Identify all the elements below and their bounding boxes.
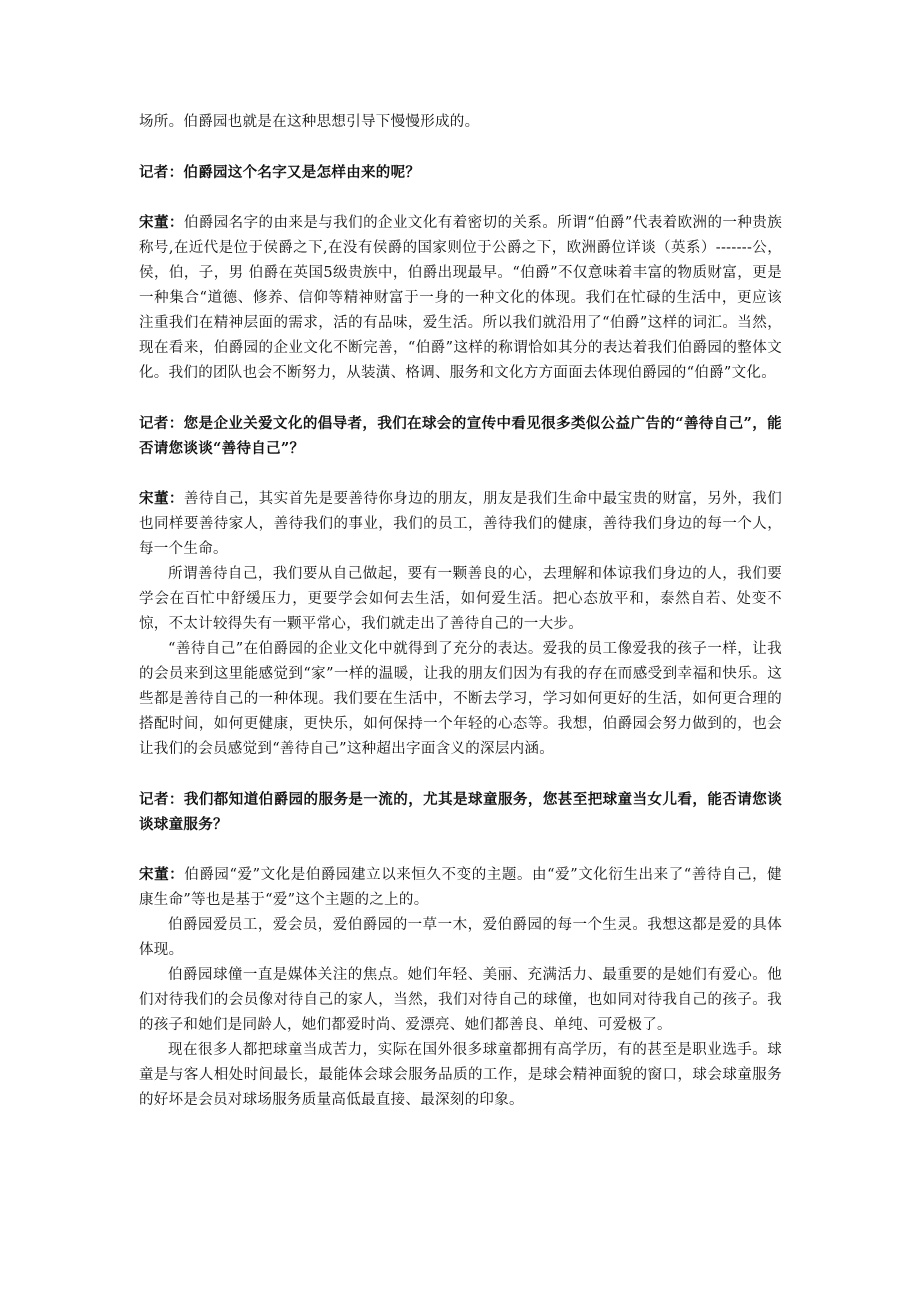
speaker-label: 宋董： [139, 490, 184, 507]
answer-3-p4: 现在很多人都把球童当成苦力，实际在国外很多球童都拥有高学历，有的甚至是职业选手。球童是与客人相处时间最长，最能体会球会服务品质的工作，是球会精神面貌的窗口，球会球童服务的好坏是会员对球场服务质量高低最直接、最深刻的印象。 [139, 1042, 782, 1108]
paragraph-gap [139, 762, 782, 787]
question-1: 记者：伯爵园这个名字又是怎样由来的呢？ [139, 164, 421, 181]
answer-3-p1 [139, 862, 782, 913]
paragraph-gap [139, 135, 782, 160]
answer-2-p2: 所谓善待自己，我们要从自己做起，要有一颗善良的心，去理解和体谅我们身边的人，我们要学会在百忙中舒缓压力，更要学会如何去生活，如何爱生活。把心态放平和，泰然自若、处变不惊，不太计较得失有一颗平常心，我们就走出了善待自己的一大步。 [139, 566, 782, 632]
speaker-label: 宋董： [139, 214, 184, 231]
document-page [139, 110, 782, 1113]
answer-3-p1-text: 伯爵园“爱”文化是伯爵园建立以来恒久不变的主题。由“爱”文化衍生出来了“善待自己，健康生命”等也是基于“爱”这个主题的之上的。 [139, 867, 782, 908]
paragraph-gap [139, 837, 782, 862]
answer-1-text: 伯爵园名字的由来是与我们的企业文化有着密切的关系。所谓“伯爵”代表着欧洲的一种贵族称号,在近代是位于侯爵之下,在没有侯爵的国家则位于公爵之下，欧洲爵位详谈（英系）-------公，侯，伯，子，男 伯爵在英国5级贵族中，伯爵出现最早。“伯爵”不仅意味着丰富的物质财富，更是一种集合“道德、修养、信仰等精神财富于一身的一种文化的体现。我们在忙碌的生活中，更应该注重我们在精神层面的需求，活的有品味，爱生活。所以我们就沿用了“伯爵”这样的词汇。当然，现在看来，伯爵园的企业文化不断完善，“伯爵”这样的称谓恰如其分的表达着我们伯爵园的整体文化。我们的团队也会不断努力，从装潢、格调、服务和文化方方面面去体现伯爵园的“伯爵”文化。 [139, 215, 783, 381]
answer-2-p1-text: 善待自己，其实首先是要善待你身边的朋友，朋友是我们生命中最宝贵的财富，另外，我们也同样要善待家人，善待我们的事业，我们的员工，善待我们的健康，善待我们身边的每一个人，每一个生命。 [139, 491, 782, 557]
question-2: 记者：您是企业关爱文化的倡导者，我们在球会的宣传中看见很多类似公益广告的“善待自己”，能否请您谈谈“善待自己”？ [139, 415, 782, 457]
answer-3-p3: 伯爵园球僮一直是媒体关注的焦点。她们年轻、美丽、充满活力、最重要的是她们有爱心。他们对待我们的会员像对待自己的家人，当然，我们对待自己的球僮，也如同对待我自己的孩子。我的孩子和她们是同龄人，她们都爱时尚、爱漂亮、她们都善良、单纯、可爱极了。 [139, 967, 782, 1033]
paragraph-gap [139, 461, 782, 486]
answer-2-p1 [139, 486, 782, 562]
question-3: 记者：我们都知道伯爵园的服务是一流的，尤其是球童服务，您甚至把球童当女儿看，能否请您谈谈球童服务？ [139, 791, 782, 833]
answer-1 [139, 210, 782, 386]
paragraph-gap [139, 185, 782, 210]
answer-2-p3: “善待自己”在伯爵园的企业文化中就得到了充分的表达。爱我的员工像爱我的孩子一样，让我的会员来到这里能感觉到“家”一样的温暖，让我的朋友们因为有我的存在而感受到幸福和快乐。这些都是善待自己的一种体现。我们要在生活中，不断去学习，学习如何更好的生活，如何更合理的搭配时间，如何更健康，更快乐，如何保持一个年轻的心态等。我想，伯爵园会努力做到的，也会让我们的会员感觉到“善待自己”这种超出字面含义的深层内涵。 [139, 641, 782, 757]
paragraph-gap [139, 386, 782, 411]
answer-3-p2: 伯爵园爱员工，爱会员，爱伯爵园的一草一木，爱伯爵园的每一个生灵。我想这都是爱的具体体现。 [139, 917, 782, 958]
speaker-label: 宋董： [139, 866, 185, 883]
intro-paragraph: 场所。伯爵园也就是在这种思想引导下慢慢形成的。 [139, 114, 480, 130]
